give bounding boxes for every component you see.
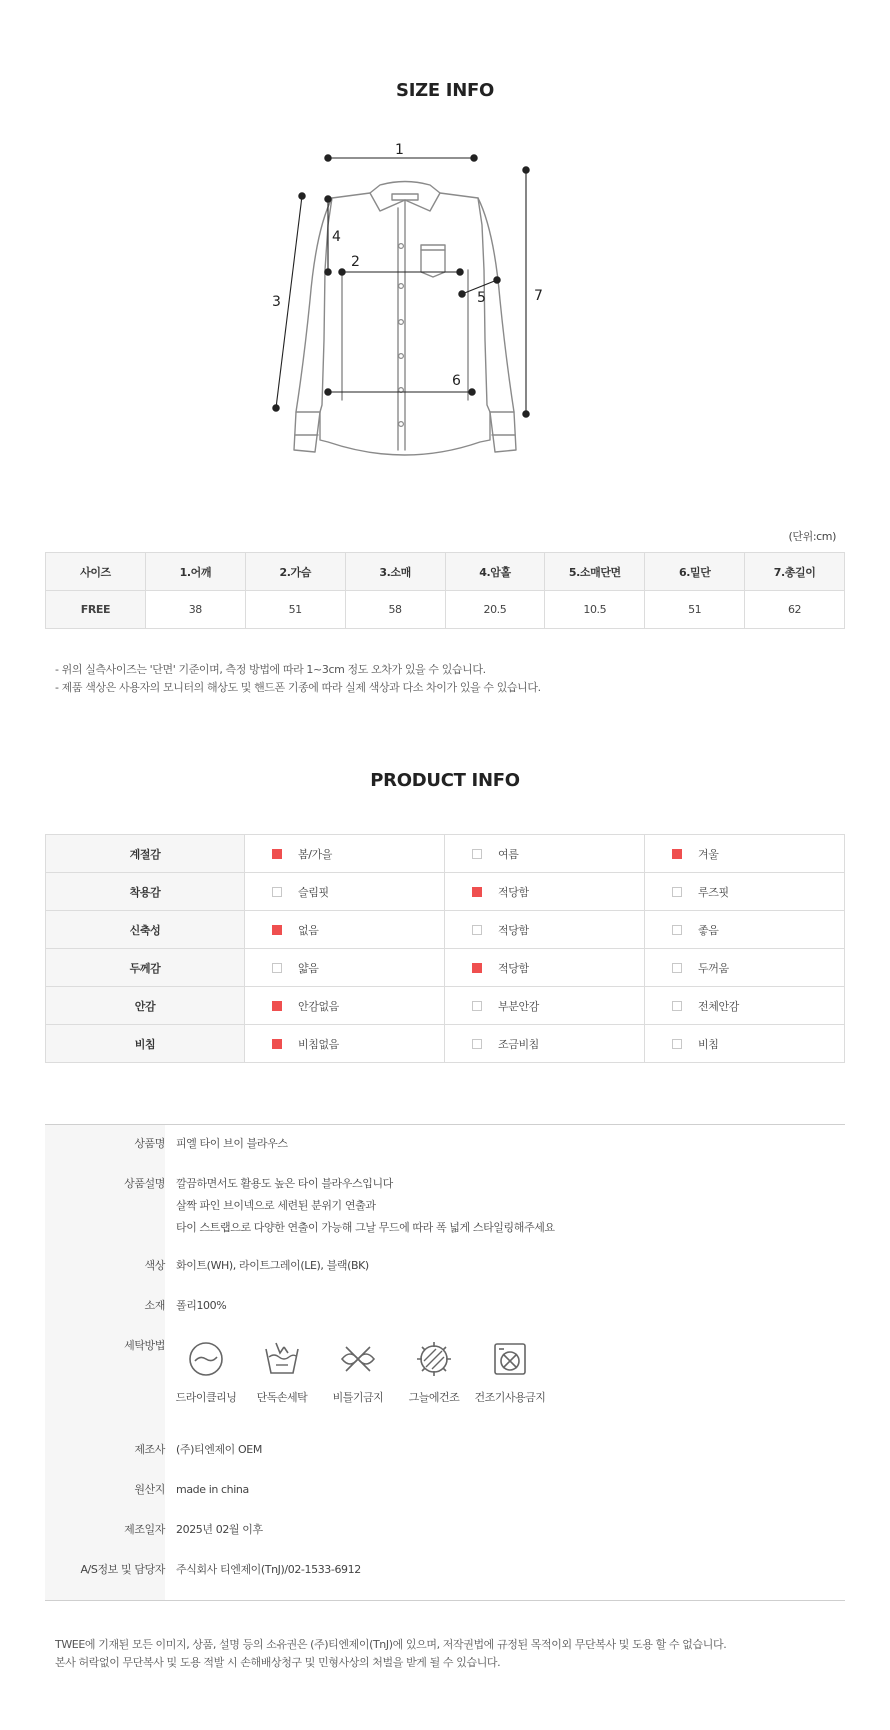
product-info-label: 두께감 xyxy=(46,949,245,987)
size-value-cell: 10.5 xyxy=(545,591,645,629)
detail-label: 세탁방법 xyxy=(124,1339,165,1352)
product-info-label: 신축성 xyxy=(46,911,245,949)
product-info-option xyxy=(645,1025,845,1063)
size-header-cell: 사이즈 xyxy=(46,553,146,591)
product-info-option xyxy=(245,1025,445,1063)
unchecked-box xyxy=(472,1001,482,1011)
product-info-option xyxy=(445,1025,645,1063)
detail-value xyxy=(176,1173,836,1239)
wash-caption: 그늘에건조 xyxy=(408,1391,460,1404)
checked-box xyxy=(272,1001,282,1011)
option-label: 없음 xyxy=(298,923,319,937)
checked-box xyxy=(472,887,482,897)
dry-clean-icon xyxy=(186,1339,226,1379)
size-note: - 위의 실측사이즈는 '단면' 기준이며, 측정 방법에 따라 1~3cm 정도 오차가 있을 수 있습니다. xyxy=(55,663,486,676)
product-info-table xyxy=(45,834,845,1063)
size-note: - 제품 색상은 사용자의 모니터의 해상도 및 핸드폰 기종에 따라 실제 색상과 다소 차이가 있을 수 있습니다. xyxy=(55,681,541,694)
unchecked-box xyxy=(672,887,682,897)
product-info-option xyxy=(245,987,445,1025)
dimension-label-4: 4 xyxy=(332,229,341,245)
size-value-cell: 62 xyxy=(745,591,845,629)
product-info-option xyxy=(445,911,645,949)
unchecked-box xyxy=(472,925,482,935)
dimension-label-6: 6 xyxy=(452,373,461,389)
unit-label: (단위:cm) xyxy=(788,530,836,543)
detail-value: (주)티엔제이 OEM xyxy=(176,1443,262,1456)
product-info-option xyxy=(245,949,445,987)
product-info-option xyxy=(645,835,845,873)
detail-label: 상품설명 xyxy=(124,1177,165,1190)
product-info-option xyxy=(245,911,445,949)
description-line: 깔끔하면서도 활용도 높은 타이 블라우스입니다 xyxy=(176,1177,393,1190)
detail-value: made in china xyxy=(176,1483,249,1496)
product-info-option xyxy=(245,835,445,873)
product-info-label: 착용감 xyxy=(46,873,245,911)
option-label: 두꺼움 xyxy=(698,961,729,975)
detail-label: 소재 xyxy=(144,1299,165,1312)
option-label: 비침없음 xyxy=(298,1037,339,1051)
product-info-title: PRODUCT INFO xyxy=(370,770,520,791)
detail-label: A/S정보 및 담당자 xyxy=(80,1563,165,1576)
product-info-row xyxy=(46,911,845,949)
wash-caption: 건조기사용금지 xyxy=(474,1391,546,1404)
unchecked-box xyxy=(672,925,682,935)
product-info-option xyxy=(645,911,845,949)
detail-value: 피엘 타이 브이 블라우스 xyxy=(176,1137,288,1150)
unchecked-box xyxy=(272,963,282,973)
size-header-cell: 5.소매단면 xyxy=(545,553,645,591)
product-info-row xyxy=(46,835,845,873)
product-info-row xyxy=(46,949,845,987)
footer-line: TWEE에 기재된 모든 이미지, 상품, 설명 등의 소유권은 (주)티엔제이(TnJ)에 있으며, 저작권법에 규정된 목적이외 무단복사 및 도용 할 수 없습니다. xyxy=(55,1638,727,1651)
detail-value: 화이트(WH), 라이트그레이(LE), 블랙(BK) xyxy=(176,1259,369,1272)
product-info-option xyxy=(245,873,445,911)
checked-box xyxy=(472,963,482,973)
size-header-cell: 7.총길이 xyxy=(745,553,845,591)
product-info-row xyxy=(46,987,845,1025)
product-info-option xyxy=(445,987,645,1025)
wash-item xyxy=(394,1339,474,1409)
product-details xyxy=(45,1124,845,1601)
option-label: 비침 xyxy=(698,1037,719,1051)
unchecked-box xyxy=(672,1039,682,1049)
copyright-footer xyxy=(55,1636,726,1672)
product-info-option xyxy=(645,987,845,1025)
size-info-title: SIZE INFO xyxy=(396,80,494,101)
size-table-header-row xyxy=(46,553,845,591)
checked-box xyxy=(272,849,282,859)
no-tumble-dry-icon xyxy=(490,1339,530,1379)
product-info-option xyxy=(645,873,845,911)
no-wring-icon xyxy=(338,1339,378,1379)
product-info-option xyxy=(645,949,845,987)
wash-caption: 비틀기금지 xyxy=(332,1391,384,1404)
wash-item xyxy=(242,1339,322,1409)
wash-item xyxy=(166,1339,246,1409)
wash-item xyxy=(318,1339,398,1409)
checked-box xyxy=(272,925,282,935)
detail-value: 주식회사 티엔제이(TnJ)/02-1533-6912 xyxy=(176,1563,361,1576)
product-info-label: 계절감 xyxy=(46,835,245,873)
unchecked-box xyxy=(472,1039,482,1049)
detail-row-wash xyxy=(45,1335,845,1415)
shirt-measurement-diagram xyxy=(272,142,610,480)
size-value-cell: 58 xyxy=(345,591,445,629)
dimension-label-5: 5 xyxy=(477,290,486,306)
option-label: 적당함 xyxy=(498,961,529,975)
unchecked-box xyxy=(272,887,282,897)
dimension-label-3: 3 xyxy=(272,294,281,310)
product-info-option xyxy=(445,873,645,911)
size-value-cell: 38 xyxy=(145,591,245,629)
size-table xyxy=(45,552,845,629)
option-label: 적당함 xyxy=(498,885,529,899)
unchecked-box xyxy=(672,963,682,973)
product-info-label: 비침 xyxy=(46,1025,245,1063)
size-header-cell: 3.소매 xyxy=(345,553,445,591)
size-value-cell: 20.5 xyxy=(445,591,545,629)
size-notes xyxy=(55,661,541,697)
wash-caption: 단독손세탁 xyxy=(256,1391,308,1404)
dimension-label-1: 1 xyxy=(395,142,404,158)
size-value-cell: 51 xyxy=(245,591,345,629)
option-label: 부분안감 xyxy=(498,999,539,1013)
detail-label: 상품명 xyxy=(134,1137,165,1150)
option-label: 루즈핏 xyxy=(698,885,729,899)
description-line: 타이 스트랩으로 다양한 연출이 가능해 그날 무드에 따라 폭 넓게 스타일링해주세요 xyxy=(176,1221,555,1234)
option-label: 적당함 xyxy=(498,923,529,937)
detail-value: 폴리100% xyxy=(176,1299,227,1312)
unchecked-box xyxy=(672,1001,682,1011)
option-label: 안감없음 xyxy=(298,999,339,1013)
product-info-label: 안감 xyxy=(46,987,245,1025)
detail-label: 원산지 xyxy=(134,1483,165,1496)
size-header-cell: 4.암홀 xyxy=(445,553,545,591)
wash-item xyxy=(470,1339,550,1409)
shade-dry-icon xyxy=(414,1339,454,1379)
option-label: 얇음 xyxy=(298,961,319,975)
detail-label: 제조일자 xyxy=(124,1523,165,1536)
size-header-cell: 6.밑단 xyxy=(645,553,745,591)
detail-label: 제조사 xyxy=(134,1443,165,1456)
dimension-label-2: 2 xyxy=(351,254,360,270)
dimension-label-7: 7 xyxy=(534,288,543,304)
size-value-cell: FREE xyxy=(46,591,146,629)
detail-value: 2025년 02월 이후 xyxy=(176,1523,263,1536)
option-label: 전체안감 xyxy=(698,999,739,1013)
option-label: 슬림핏 xyxy=(298,885,329,899)
option-label: 조금비침 xyxy=(498,1037,539,1051)
product-info-row xyxy=(46,1025,845,1063)
product-info-row xyxy=(46,873,845,911)
product-info-option xyxy=(445,949,645,987)
checked-box xyxy=(272,1039,282,1049)
wash-caption: 드라이클리닝 xyxy=(175,1391,237,1404)
size-table-row xyxy=(46,591,845,629)
hand-wash-icon xyxy=(262,1339,302,1379)
wash-icons xyxy=(176,1339,836,1419)
unchecked-box xyxy=(472,849,482,859)
checked-box xyxy=(672,849,682,859)
description-line: 살짝 파인 브이넥으로 세련된 분위기 연출과 xyxy=(176,1199,376,1212)
size-value-cell: 51 xyxy=(645,591,745,629)
size-header-cell: 1.어깨 xyxy=(145,553,245,591)
size-header-cell: 2.가슴 xyxy=(245,553,345,591)
detail-label: 색상 xyxy=(144,1259,165,1272)
option-label: 여름 xyxy=(498,847,519,861)
product-info-option xyxy=(445,835,645,873)
option-label: 좋음 xyxy=(698,923,719,937)
option-label: 겨울 xyxy=(698,847,719,861)
footer-line: 본사 허락없이 무단복사 및 도용 적발 시 손해배상청구 및 민형사상의 처벌을 받게 될 수 있습니다. xyxy=(55,1656,501,1669)
option-label: 봄/가을 xyxy=(298,847,332,861)
